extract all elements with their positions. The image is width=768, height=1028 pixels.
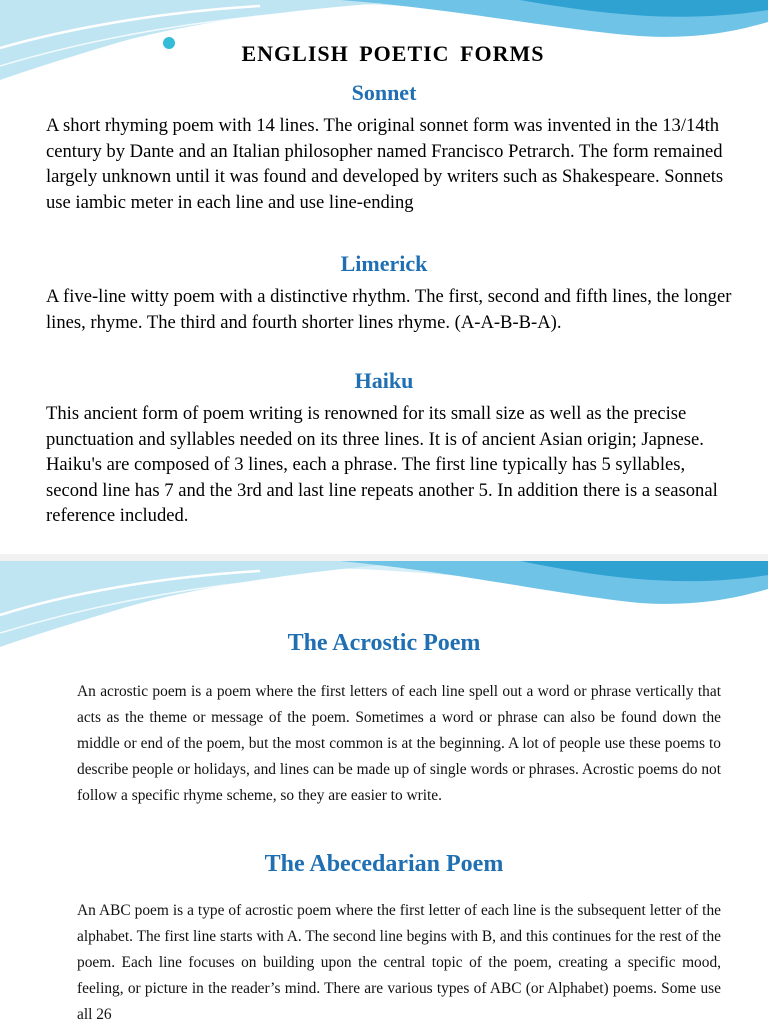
text-acrostic-poem: An acrostic poem is a poem where the first letters of each line spell out a word or phrase vertically that acts as the theme or message of the poem. Sometimes a word or phrase can also be found down the middle or end of the poem, but the most common is at the beginning. A lot of people use these poems to describe people or holidays, and lines can be made up of single words or phrases. Acrostic poems do not follow a specific rhyme scheme, so they are easier to write.	[77, 683, 721, 804]
heading-limerick: Limerick	[340, 251, 428, 276]
heading-sonnet: Sonnet	[351, 80, 417, 105]
heading-abecedarian-poem: The Abecedarian Poem	[264, 851, 504, 877]
slide-divider	[0, 554, 768, 561]
text-sonnet: A short rhyming poem with 14 lines. The original sonnet form was invented in the 13/14th century by Dante and an Italian philosopher named Francisco Petrarch. The form remained largely unknown until it was found and developed by writers such as Shakespeare. Sonnets use iambic meter in each line and use line-ending	[46, 115, 724, 213]
text-haiku: This ancient form of poem writing is renowned for its small size as well as the precise punctuation and syllables needed on its three lines. It is of ancient Asian origin; Japnese. Haiku's are composed of 3 lines, each a phrase. The first line typically has 5 syllables, second line has 7 and the 3rd and last line repeats another 5. In addition there is a seasonal reference included.	[46, 403, 718, 526]
text-limerick: A five-line witty poem with a distinctive rhythm. The first, second and fifth lines, the longer lines, rhyme. The third and fourth shorter lines rhyme. (A-A-B-B-A).	[46, 286, 732, 333]
page-title: ENGLISH POETIC FORMS	[241, 41, 545, 66]
heading-acrostic-poem: The Acrostic Poem	[287, 630, 481, 656]
heading-haiku: Haiku	[354, 368, 414, 393]
text-abecedarian-poem: An ABC poem is a type of acrostic poem where the first letter of each line is the subsequent letter of the alphabet. The first line starts with A. The second line begins with B, and this continues for the rest of the poem. Each line focuses on building upon the central topic of the poem, creating a specific mood, feeling, or picture in the reader’s mind. There are various types of ABC (or Alphabet) poems. Some use all 26	[77, 902, 721, 1023]
